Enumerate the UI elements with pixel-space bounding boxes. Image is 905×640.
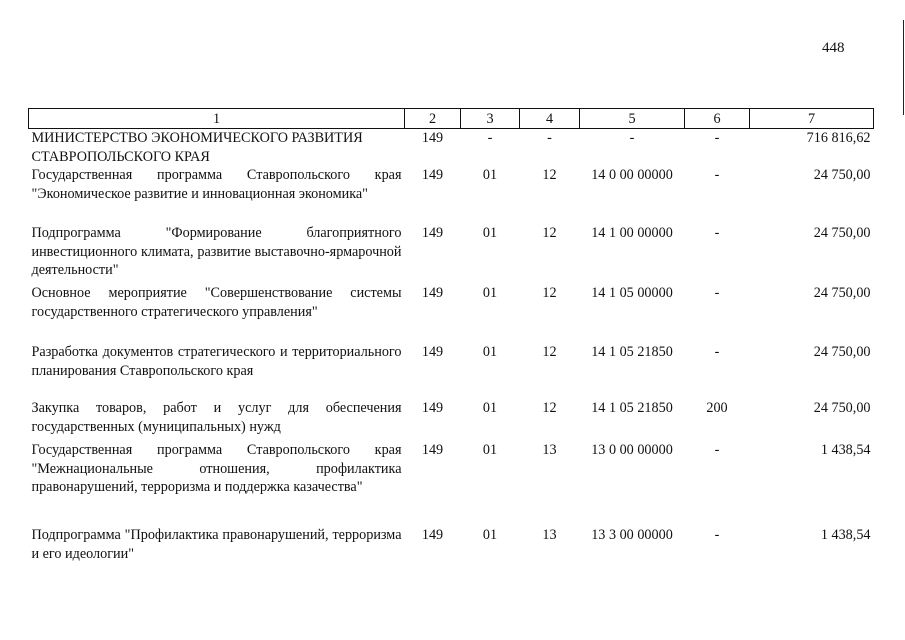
header-col-3: 3 — [461, 109, 520, 129]
row-target-article: 13 0 00 00000 — [591, 442, 673, 458]
row-amount: 716 816,62 — [806, 130, 871, 146]
row-admin-code: 149 — [421, 225, 444, 241]
table-row — [29, 284, 874, 343]
row-subsection: - — [547, 130, 552, 146]
row-expense-type: 200 — [706, 400, 728, 416]
row-expense-type: - — [714, 225, 720, 241]
row-amount: 1 438,54 — [820, 442, 871, 458]
row-name: МИНИСТЕРСТВО ЭКОНОМИЧЕСКОГО РАЗВИТИЯ СТАВРОПОЛЬСКОГО КРАЯ — [31, 130, 363, 165]
row-subsection: 13 — [542, 527, 557, 543]
margin-rule — [903, 20, 904, 115]
row-target-article: 14 0 00 00000 — [591, 167, 673, 183]
row-admin-code: 149 — [421, 130, 444, 146]
table-body — [29, 129, 874, 567]
row-amount: 24 750,00 — [813, 344, 871, 360]
header-col-6: 6 — [685, 109, 750, 129]
row-name: Основное мероприятие "Совершенствование системы государственного стратегического управления" — [31, 285, 402, 320]
row-section: 01 — [482, 442, 498, 458]
row-name: Государственная программа Ставропольского края "Экономическое развитие и инновационная экономика" — [31, 167, 402, 202]
table-row — [29, 224, 874, 284]
budget-table — [28, 108, 874, 566]
row-name: Подпрограмма "Профилактика правонарушений, терроризма и его идеологии" — [31, 527, 402, 562]
header-col-7: 7 — [750, 109, 874, 129]
row-section: 01 — [482, 167, 498, 183]
row-target-article: 13 3 00 00000 — [591, 527, 673, 543]
row-target-article: 14 1 05 21850 — [591, 400, 673, 416]
row-name: Разработка документов стратегического и территориального планирования Ставропольского края — [31, 344, 402, 379]
row-subsection: 12 — [542, 225, 557, 241]
row-name: Государственная программа Ставропольского края "Межнациональные отношения, профилактика правонарушений, терроризма и поддержка казачества" — [31, 442, 402, 495]
row-amount: 24 750,00 — [813, 400, 871, 416]
row-section: 01 — [482, 527, 498, 543]
row-subsection: 13 — [542, 442, 557, 458]
page-number: 448 — [822, 40, 845, 56]
table-header — [29, 109, 874, 129]
row-subsection: 12 — [542, 285, 557, 301]
table-row — [29, 166, 874, 224]
row-subsection: 12 — [542, 167, 557, 183]
row-amount: 24 750,00 — [813, 285, 871, 301]
row-target-article: 14 1 00 00000 — [591, 225, 673, 241]
row-section: 01 — [482, 225, 498, 241]
header-col-5: 5 — [580, 109, 685, 129]
row-name: Закупка товаров, работ и услуг для обеспечения государственных (муниципальных) нужд — [31, 400, 402, 435]
table-row — [29, 399, 874, 441]
row-expense-type: - — [714, 527, 720, 543]
row-target-article: 14 1 05 00000 — [591, 285, 673, 301]
row-name: Подпрограмма "Формирование благоприятного инвестиционного климата, развитие выставочно-ярмарочной деятельности" — [31, 225, 402, 278]
header-row — [29, 109, 874, 129]
row-expense-type: - — [714, 167, 720, 183]
header-col-2: 2 — [405, 109, 461, 129]
row-section: 01 — [482, 400, 498, 416]
row-amount: 24 750,00 — [813, 167, 871, 183]
row-expense-type: - — [714, 285, 720, 301]
row-section: 01 — [482, 344, 498, 360]
header-col-4: 4 — [520, 109, 580, 129]
row-admin-code: 149 — [421, 285, 444, 301]
row-admin-code: 149 — [421, 167, 444, 183]
row-expense-type: - — [714, 130, 720, 146]
row-admin-code: 149 — [421, 400, 444, 416]
row-expense-type: - — [714, 442, 720, 458]
table-row — [29, 129, 874, 167]
table-row — [29, 343, 874, 399]
row-amount: 1 438,54 — [820, 527, 871, 543]
row-admin-code: 149 — [421, 344, 444, 360]
row-expense-type: - — [714, 344, 720, 360]
row-target-article: 14 1 05 21850 — [591, 344, 673, 360]
row-admin-code: 149 — [421, 527, 444, 543]
row-section: - — [487, 130, 493, 146]
row-subsection: 12 — [542, 344, 557, 360]
row-target-article: - — [629, 130, 635, 146]
row-section: 01 — [482, 285, 498, 301]
header-col-1: 1 — [29, 109, 405, 129]
row-amount: 24 750,00 — [813, 225, 871, 241]
table-row — [29, 441, 874, 526]
row-admin-code: 149 — [421, 442, 444, 458]
table-row — [29, 526, 874, 566]
row-subsection: 12 — [542, 400, 557, 416]
